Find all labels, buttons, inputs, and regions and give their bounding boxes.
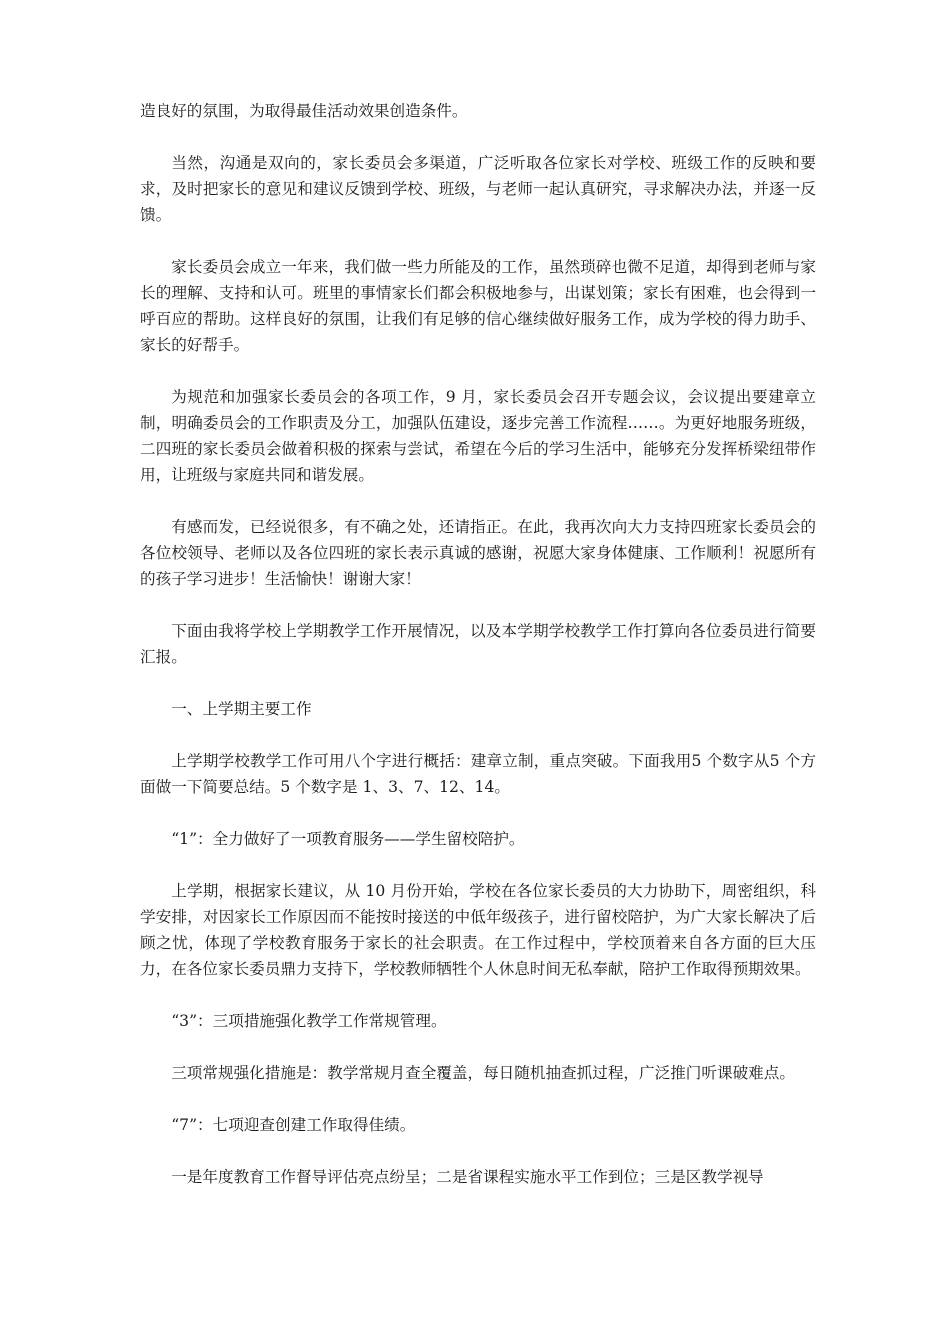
paragraph-14: 一是年度教育工作督导评估亮点纷呈；二是省课程实施水平工作到位；三是区教学视导 [171, 1168, 764, 1186]
section-heading: 一、上学期主要工作 [171, 700, 312, 718]
paragraph-10: 上学期，根据家长建议，从 10 月份开始，学校在各位家长委员的大力协助下，周密组织，科学安排，对因家长工作原因而不能按时接送的中低年级孩子，进行留校陪护，为广大家长解决了后顾之忧，体现了学校教育服务于家长的社会职责。在工作过程中，学校顶着来自各方面的巨大压力，在各位家长委员鼎力支持下，学校教师牺牲个人休息时间无私奉献，陪护工作取得预期效果。 [140, 882, 816, 978]
item-heading-7: “7”：七项迎查创建工作取得佳绩。 [171, 1116, 416, 1134]
paragraph-5: 有感而发，已经说很多，有不确之处，还请指正。在此，我再次向大力支持四班家长委员会的各位校领导、老师以及各位四班的家长表示真诚的感谢，祝愿大家身体健康、工作顺利！祝愿所有的孩子学习进步！生活愉快！谢谢大家！ [140, 518, 816, 588]
document-page [140, 98, 816, 1216]
paragraph-12: 三项常规强化措施是：教学常规月查全覆盖，每日随机抽查抓过程，广泛推门听课破难点。 [171, 1064, 795, 1082]
paragraph-6: 下面由我将学校上学期教学工作开展情况，以及本学期学校教学工作打算向各位委员进行简要汇报。 [140, 622, 816, 666]
paragraph-4: 为规范和加强家长委员会的各项工作，9 月，家长委员会召开专题会议，会议提出要建章立制，明确委员会的工作职责及分工，加强队伍建设，逐步完善工作流程……。为更好地服务班级，二四班的家长委员会做着积极的探索与尝试，希望在今后的学习生活中，能够充分发挥桥梁纽带作用，让班级与家庭共同和谐发展。 [140, 388, 816, 484]
item-heading-3: “3”：三项措施强化教学工作常规管理。 [171, 1012, 447, 1030]
item-heading-1: “1”：全力做好了一项教育服务——学生留校陪护。 [171, 830, 525, 848]
paragraph-3: 家长委员会成立一年来，我们做一些力所能及的工作，虽然琐碎也微不足道，却得到老师与家长的理解、支持和认可。班里的事情家长们都会积极地参与，出谋划策；家长有困难，也会得到一呼百应的帮助。这样良好的氛围，让我们有足够的信心继续做好服务工作，成为学校的得力助手、家长的好帮手。 [140, 258, 816, 354]
paragraph-8: 上学期学校教学工作可用八个字进行概括：建章立制，重点突破。下面我用5 个数字从5 个方面做一下简要总结。5 个数字是 1、3、7、12、14。 [140, 752, 816, 796]
paragraph-1: 造良好的氛围，为取得最佳活动效果创造条件。 [140, 102, 468, 120]
paragraph-2: 当然，沟通是双向的，家长委员会多渠道，广泛听取各位家长对学校、班级工作的反映和要求，及时把家长的意见和建议反馈到学校、班级，与老师一起认真研究，寻求解决办法，并逐一反馈。 [140, 154, 816, 224]
